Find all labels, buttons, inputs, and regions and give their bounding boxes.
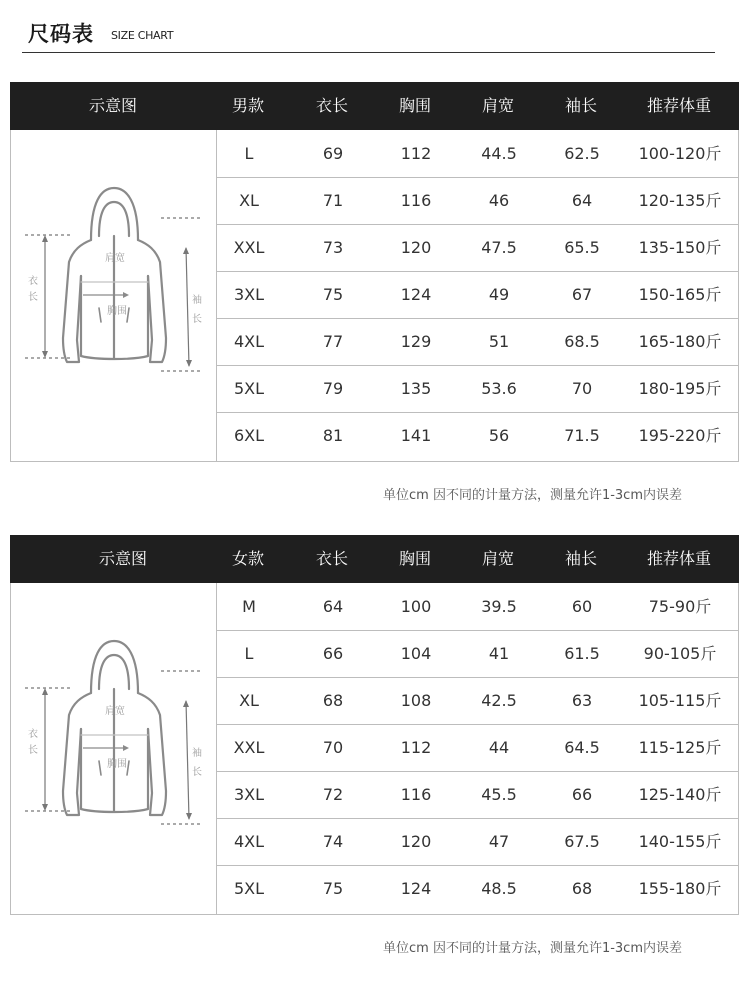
label-length-a: 衣: [28, 729, 38, 740]
table-row: [217, 724, 738, 772]
cell-shoulder: 41: [488, 644, 510, 663]
cell-chest: 141: [400, 426, 432, 445]
cell-sleeve: 67.5: [564, 832, 600, 851]
cell-length: 75: [322, 285, 344, 304]
cell-size: 4XL: [233, 332, 265, 351]
cell-sleeve: 67: [571, 285, 593, 304]
cell-chest: 120: [400, 832, 432, 851]
header-diagram: 示意图: [88, 96, 137, 115]
cell-shoulder: 49: [488, 285, 510, 304]
table-row: [217, 365, 738, 413]
label-sleeve-a: 袖: [192, 295, 202, 306]
label-length-b: 长: [28, 745, 38, 756]
cell-weight: 100-120斤: [638, 144, 722, 163]
cell-shoulder: 45.5: [481, 785, 517, 804]
cell-size: XXL: [233, 238, 265, 257]
label-length-b: 长: [28, 292, 38, 303]
table-body: [10, 583, 739, 915]
header-shoulder: 肩宽: [481, 549, 514, 568]
cell-length: 66: [322, 644, 344, 663]
cell-length: 79: [322, 379, 344, 398]
cell-sleeve: 65.5: [564, 238, 600, 257]
table-row: [217, 865, 738, 912]
cell-sleeve: 64.5: [564, 738, 600, 757]
cell-length: 81: [322, 426, 344, 445]
cell-size: L: [244, 644, 254, 663]
cell-chest: 129: [400, 332, 432, 351]
cell-shoulder: 53.6: [481, 379, 517, 398]
cell-size: XL: [239, 191, 259, 210]
measurement-note: 单位cm 因不同的计量方法，测量允许1-3cm内误差: [383, 941, 682, 956]
header-weight: 推荐体重: [646, 549, 711, 568]
page-subtitle: SIZE CHART: [111, 29, 174, 42]
table-row: [217, 177, 738, 225]
cell-weight: 115-125斤: [638, 738, 722, 757]
label-chest: 胸围: [107, 759, 127, 770]
header-length: 衣长: [315, 96, 348, 115]
cell-chest: 104: [400, 644, 432, 663]
table-row: [217, 130, 738, 178]
header-size: 男款: [231, 96, 264, 115]
header-chest: 胸围: [398, 549, 431, 568]
cell-sleeve: 63: [571, 691, 593, 710]
cell-chest: 108: [400, 691, 432, 710]
cell-chest: 135: [400, 379, 432, 398]
cell-weight: 165-180斤: [638, 332, 722, 351]
cell-sleeve: 61.5: [564, 644, 600, 663]
measurement-note: 单位cm 因不同的计量方法，测量允许1-3cm内误差: [383, 488, 682, 503]
cell-chest: 112: [400, 144, 432, 163]
cell-sleeve: 60: [571, 597, 593, 616]
cell-length: 64: [322, 597, 344, 616]
cell-length: 77: [322, 332, 344, 351]
label-length-a: 衣: [28, 276, 38, 287]
table-header: [10, 82, 739, 130]
cell-chest: 120: [400, 238, 432, 257]
table-row: [217, 318, 738, 366]
cell-length: 75: [322, 879, 344, 898]
cell-size: 3XL: [233, 785, 265, 804]
cell-length: 71: [322, 191, 344, 210]
cell-size: 5XL: [233, 379, 265, 398]
cell-weight: 140-155斤: [638, 832, 722, 851]
cell-shoulder: 39.5: [481, 597, 517, 616]
label-sleeve-b: 长: [192, 767, 202, 778]
label-chest: 胸围: [107, 306, 127, 317]
jacket-diagram-icon: [11, 130, 216, 461]
cell-shoulder: 46: [488, 191, 510, 210]
cell-size: 3XL: [233, 285, 265, 304]
cell-sleeve: 68.5: [564, 332, 600, 351]
table-row: [217, 583, 738, 631]
header-chest: 胸围: [398, 96, 431, 115]
jacket-diagram-icon: [11, 583, 216, 914]
cell-sleeve: 66: [571, 785, 593, 804]
label-shoulder: 肩宽: [105, 706, 125, 717]
cell-size: 4XL: [233, 832, 265, 851]
cell-size: XL: [239, 691, 259, 710]
table-body: [10, 130, 739, 462]
cell-shoulder: 51: [488, 332, 510, 351]
cell-weight: 180-195斤: [638, 379, 722, 398]
cell-chest: 124: [400, 285, 432, 304]
table-row: [217, 677, 738, 725]
cell-weight: 120-135斤: [638, 191, 722, 210]
cell-sleeve: 62.5: [564, 144, 600, 163]
cell-length: 70: [322, 738, 344, 757]
cell-shoulder: 42.5: [481, 691, 517, 710]
cell-shoulder: 47.5: [481, 238, 517, 257]
cell-chest: 112: [400, 738, 432, 757]
table-row: [217, 771, 738, 819]
label-shoulder: 肩宽: [105, 253, 125, 264]
header-shoulder: 肩宽: [481, 96, 514, 115]
label-sleeve-a: 袖: [192, 748, 202, 759]
table-row: [217, 271, 738, 319]
label-sleeve-b: 长: [192, 314, 202, 325]
table-row: [217, 412, 738, 459]
cell-shoulder: 47: [488, 832, 510, 851]
cell-chest: 124: [400, 879, 432, 898]
table-row: [217, 630, 738, 678]
header-sleeve: 袖长: [564, 549, 597, 568]
cell-length: 69: [322, 144, 344, 163]
table-row: [217, 818, 738, 866]
cell-chest: 116: [400, 191, 432, 210]
table-header: [10, 535, 739, 583]
size-table-women: [10, 535, 739, 915]
cell-shoulder: 56: [488, 426, 510, 445]
cell-shoulder: 44.5: [481, 144, 517, 163]
page-title: 尺码表: [28, 22, 94, 46]
cell-length: 72: [322, 785, 344, 804]
cell-length: 68: [322, 691, 344, 710]
diagram-cell: [11, 583, 217, 914]
cell-weight: 90-105斤: [643, 644, 717, 663]
cell-weight: 135-150斤: [638, 238, 722, 257]
cell-chest: 100: [400, 597, 432, 616]
cell-length: 73: [322, 238, 344, 257]
cell-sleeve: 64: [571, 191, 593, 210]
cell-size: 6XL: [233, 426, 265, 445]
cell-weight: 155-180斤: [638, 879, 722, 898]
diagram-cell: [11, 130, 217, 461]
cell-length: 74: [322, 832, 344, 851]
cell-chest: 116: [400, 785, 432, 804]
cell-weight: 75-90斤: [648, 597, 712, 616]
cell-size: L: [244, 144, 254, 163]
cell-weight: 105-115斤: [638, 691, 722, 710]
cell-shoulder: 44: [488, 738, 510, 757]
header-length: 衣长: [315, 549, 348, 568]
header-weight: 推荐体重: [646, 96, 711, 115]
header-sleeve: 袖长: [564, 96, 597, 115]
header-diagram: 示意图: [98, 549, 147, 568]
header-size: 女款: [231, 549, 264, 568]
size-table-men: [10, 82, 739, 462]
cell-size: 5XL: [233, 879, 265, 898]
cell-sleeve: 71.5: [564, 426, 600, 445]
cell-size: XXL: [233, 738, 265, 757]
cell-weight: 195-220斤: [638, 426, 722, 445]
cell-sleeve: 68: [571, 879, 593, 898]
table-row: [217, 224, 738, 272]
cell-sleeve: 70: [571, 379, 593, 398]
cell-weight: 125-140斤: [638, 785, 722, 804]
cell-size: M: [242, 597, 256, 616]
cell-shoulder: 48.5: [481, 879, 517, 898]
title-divider: [22, 52, 715, 53]
cell-weight: 150-165斤: [638, 285, 722, 304]
